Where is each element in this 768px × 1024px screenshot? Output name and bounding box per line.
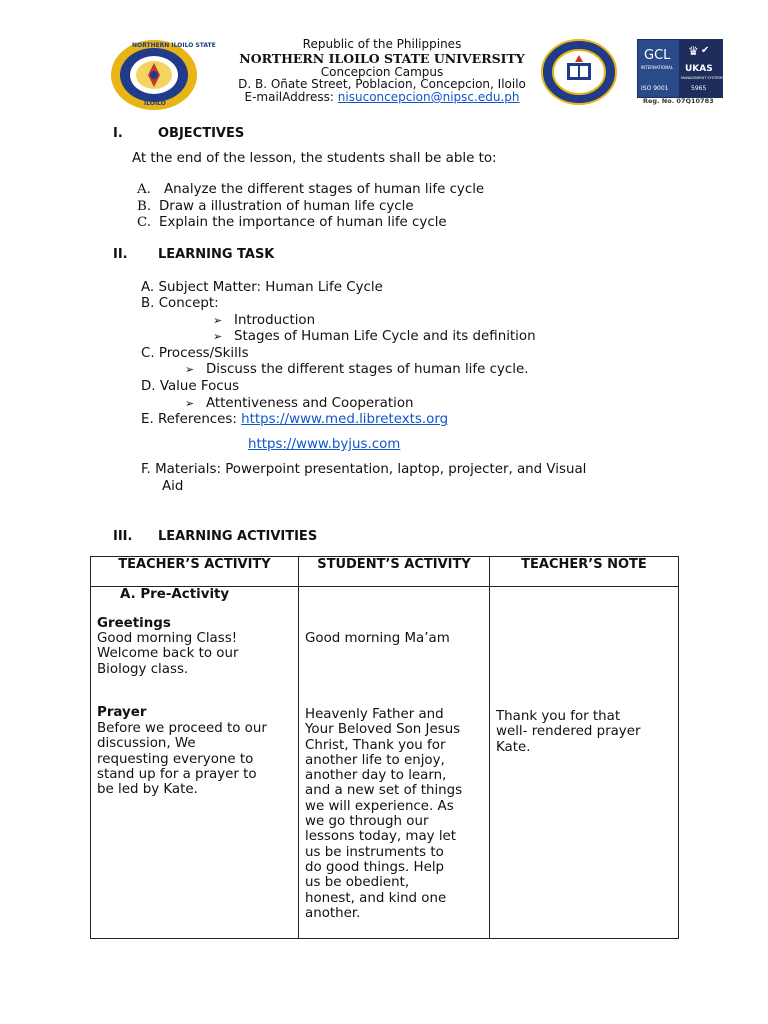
cert-number: 5965 [691,85,707,92]
arrow-bullet-icon: ➢ [213,314,223,327]
campus-seal-logo [541,39,617,105]
section-title: OBJECTIVES [158,126,245,141]
objective-marker: A. [137,182,151,197]
text-line: well- rendered prayer [496,724,641,740]
header-republic: Republic of the Philippines [302,37,462,51]
header-university-name: NORTHERN ILOILO STATE UNIVERSITY [239,51,525,66]
column-header-teacher-note: TEACHER’S NOTE [490,557,679,587]
prayer-note-text [496,709,674,755]
value-focus-label: D. Value Focus [141,379,240,394]
text-line: Thank you for that [496,709,621,724]
subject-matter: A. Subject Matter: Human Life Cycle [141,280,383,295]
iso-text: ISO 9001 [641,85,669,92]
teacher-activity-cell [91,587,299,939]
checkmark-icon: ✔ [701,45,710,56]
section-number: II. [113,247,128,262]
text-line: requesting everyone to [97,751,254,767]
section-number: III. [113,529,133,544]
concept-item [213,313,315,328]
concept-label: B. Concept: [141,296,219,311]
learning-activities-table [90,556,679,939]
student-prayer-text [305,707,485,921]
objective-text: Explain the importance of human life cycle [159,215,447,230]
text-line: Welcome back to our [97,646,239,662]
header-campus: Concepcion Campus [320,65,444,79]
concept-item-text: Stages of Human Life Cycle and its definition [234,329,536,344]
section-title: LEARNING TASK [158,247,275,262]
text-line: discussion, We [97,736,196,752]
ukas-sub-text: MANAGEMENT SYSTEMS [681,76,724,80]
section-number: I. [113,126,123,141]
materials-line-continued: Aid [162,479,184,494]
text-line: we go through our [305,814,429,830]
email-label: E-mailAddress: [244,90,338,104]
email-link[interactable]: nisuconcepcion@nipsc.edu.ph [337,90,520,104]
text-line: another day to learn, [305,768,447,784]
text-line: be led by Kate. [97,782,198,798]
reference-link[interactable]: https://www.byjus.com [248,437,401,452]
text-line: honest, and kind one [305,890,447,906]
concept-item-text: Introduction [234,313,316,328]
objective-item [137,182,484,197]
column-header-student-activity: STUDENT’S ACTIVITY [299,557,490,587]
objective-text: Draw a illustration of human life cycle [159,199,414,214]
text-line: another. [305,905,361,921]
phase-heading: A. Pre-Activity [120,587,230,602]
prayer-text [97,721,294,797]
ukas-text: UKAS [685,64,713,74]
text-line: and a new set of things [305,783,463,799]
value-item-text: Attentiveness and Cooperation [206,396,414,411]
text-line: Kate. [496,739,531,755]
text-line: do good things. Help [305,859,445,875]
student-activity-cell [299,587,490,939]
objective-item [137,199,414,214]
table-row [91,587,679,939]
crown-icon: ♛ [688,44,699,58]
references-line [141,412,448,427]
value-item [185,396,414,411]
text-line: stand up for a prayer to [97,766,257,782]
concept-item [213,329,536,344]
text-line: Good morning Class! [97,631,238,646]
gcl-sub-text: INTERNATIONAL [641,65,674,70]
text-line: another life to enjoy, [305,752,445,768]
seal-bottom-text: ILOILO [144,100,166,107]
header-address: D. B. Oñate Street, Poblacion, Concepcion, Iloilo [238,77,526,91]
text-line: lessons today, may let [305,829,457,845]
section-learning-task-heading [113,247,413,263]
column-header-teacher-activity: TEACHER’S ACTIVITY [91,557,299,587]
arrow-bullet-icon: ➢ [185,397,195,410]
section-title: LEARNING ACTIVITIES [158,529,318,544]
iso-certification-logo [637,39,723,98]
greeting-reply: Good morning Ma’am [305,631,450,646]
arrow-bullet-icon: ➢ [185,363,195,376]
text-line: Biology class. [97,661,189,677]
materials-line: F. Materials: Powerpoint presentation, laptop, projecter, and Visual [141,462,587,477]
text-line: us be instruments to [305,844,444,860]
teacher-note-cell [490,587,679,939]
arrow-bullet-icon: ➢ [213,330,223,343]
header-email-line [222,90,542,104]
objective-item [137,215,447,230]
text-line: Before we proceed to our [97,721,267,736]
section-objectives-heading [113,126,413,142]
objectives-intro: At the end of the lesson, the students shall be able to: [132,151,497,166]
process-label: C. Process/Skills [141,346,249,361]
table-header-row [91,557,679,587]
text-line: Christ, Thank you for [305,737,446,753]
objective-marker: C. [137,215,152,230]
greetings-heading: Greetings [97,616,171,631]
seal-top-text: NORTHERN ILOILO STATE [132,42,216,49]
text-line: Your Beloved Son Jesus [305,722,461,738]
references-label: E. References: [141,412,242,427]
text-line: we will experience. As [305,798,454,814]
objective-marker: B. [137,199,152,214]
objective-text: Analyze the different stages of human life cycle [164,182,485,197]
text-line: Heavenly Father and [305,707,444,722]
process-item-text: Discuss the different stages of human life cycle. [206,362,529,377]
gcl-text: GCL [644,48,671,63]
process-item [185,362,528,377]
section-learning-activities-heading [113,529,413,545]
greetings-text [97,631,294,677]
registration-number: Reg. No. 07Q10783 [643,97,714,105]
text-line: us be obedient, [305,875,410,891]
reference-link[interactable]: https://www.med.libretexts.org [241,412,449,427]
university-seal-logo [110,39,216,111]
prayer-heading: Prayer [97,705,147,720]
